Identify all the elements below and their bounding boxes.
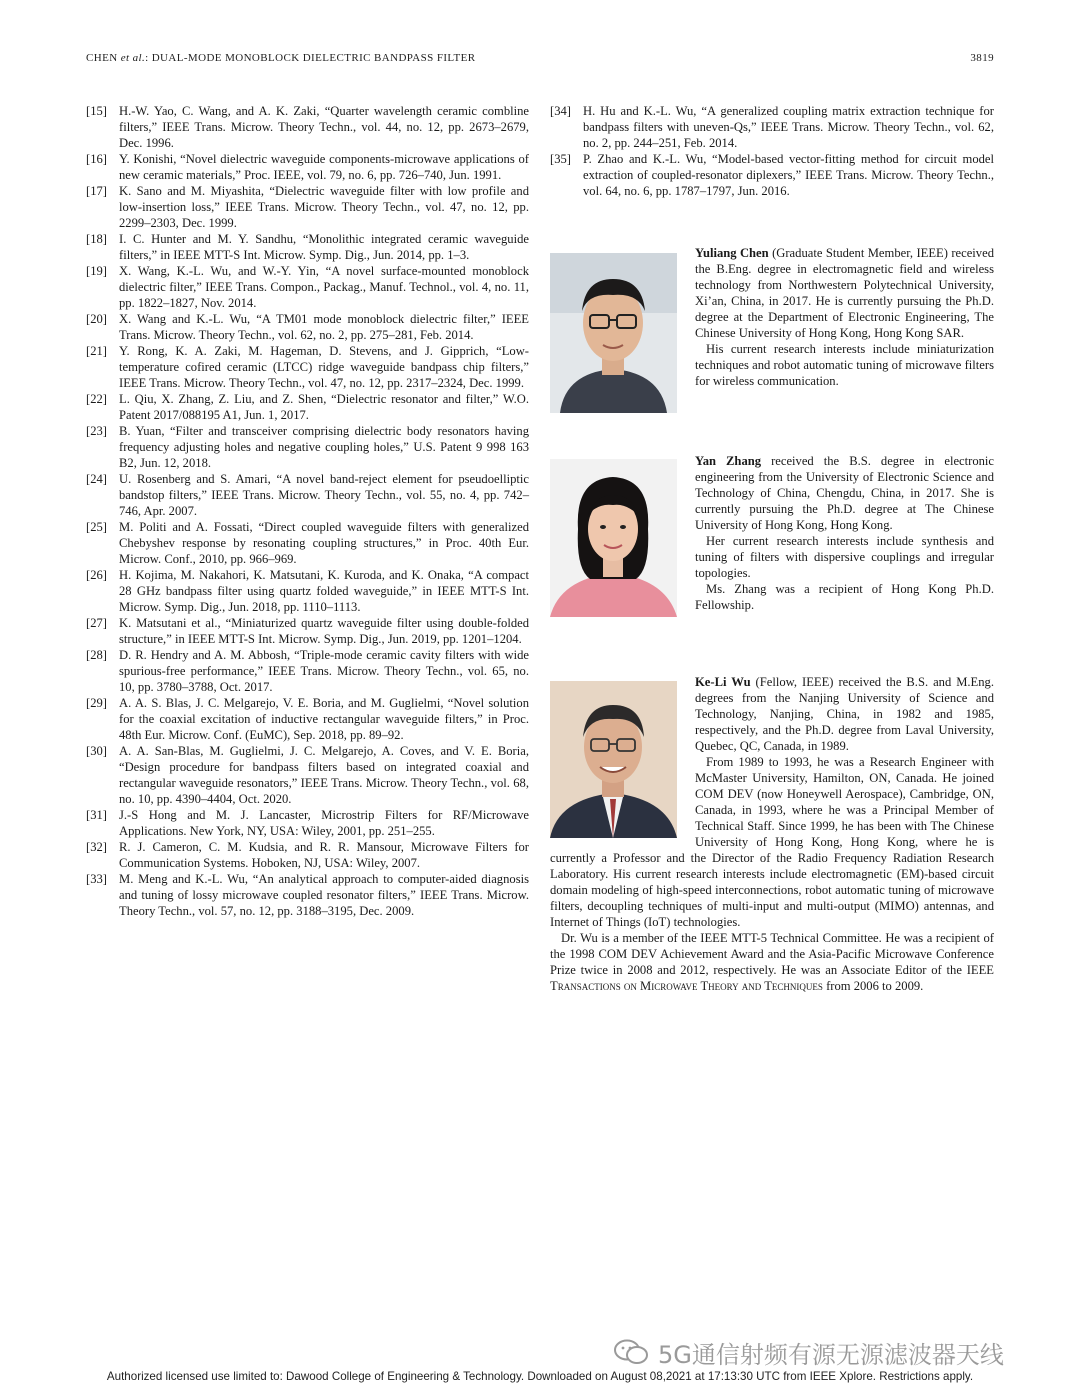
reference-item: [34] H. Hu and K.-L. Wu, “A generalized coupling matrix extraction technique for bandpass filters with uneven-Qs,” IEEE Trans. Microw. Theory Techn., vol. 62, no. 2, pp. 244–251, Feb. 2014. <box>550 104 994 150</box>
author-bio-chen: Yuliang Chen (Graduate Student Member, IEEE) received the B.Eng. degree in electromagnetic field and wireless technology from Northwestern Polytechnical University, Xi’an, China, in 2017. He is currently pursuing the Ph.D. degree at the Department of Electronic Engineering, The Chinese University of Hong Kong, Hong Kong SAR. His current research interests include miniaturization techniques and robot automatic tuning of microwave filters for wireless communication. <box>550 245 994 413</box>
references-column-left <box>86 103 529 919</box>
reference-item: [24] U. Rosenberg and S. Amari, “A novel band-reject element for pseudoelliptic bandstop filters,” IEEE Trans. Microw. Theory Techn., vol. 55, no. 4, pp. 742–746, Apr. 2007. <box>86 472 529 518</box>
reference-item: [21] Y. Rong, K. A. Zaki, M. Hageman, D. Stevens, and J. Gipprich, “Low-temperature cofired ceramic (LTCC) ridge waveguide bandpass chip filters,” IEEE Trans. Microw. Theory Techn., vol. 47, no. 12, pp. 2317–2324, Dec. 1999. <box>86 344 529 390</box>
portrait-wu-icon <box>550 681 677 838</box>
reference-item: [29] A. A. S. Blas, J. C. Melgarejo, V. E. Boria, and M. Guglielmi, “Novel solution for the coaxial excitation of inductive rectangular waveguide filters,” in Proc. 48th Eur. Microw. Conf. (EuMC), Sep. 2018, pp. 89–92. <box>86 696 529 742</box>
portrait-chen-icon <box>550 253 677 413</box>
author-photo-wu <box>550 681 677 838</box>
wechat-watermark: 5G通信射频有源无源滤波器天线 <box>614 1335 1054 1369</box>
reference-item: [17] K. Sano and M. Miyashita, “Dielectric waveguide filter with low profile and low-insertion loss,” IEEE Trans. Microw. Theory Techn., vol. 47, no. 12, pp. 2299–2303, Dec. 1999. <box>86 184 529 230</box>
license-footer: Authorized licensed use limited to: Dawood College of Engineering & Technology. Downloaded on August 08,2021 at 17:13:30 UTC from IEEE Xplore. Restrictions apply. <box>106 1370 974 1383</box>
reference-item: [22] L. Qiu, X. Zhang, Z. Liu, and Z. Shen, “Dielectric resonator and filter,” W.O. Patent 2017/088195 A1, Jun. 1, 2017. <box>86 392 529 422</box>
reference-item: [32] R. J. Cameron, C. M. Kudsia, and R. R. Mansour, Microwave Filters for Communication Systems. Hoboken, NJ, USA: Wiley, 2007. <box>86 840 529 870</box>
reference-item: [35] P. Zhao and K.-L. Wu, “Model-based vector-fitting method for circuit model extraction of coupled-resonator diplexers,” IEEE Trans. Microw. Theory Techn., vol. 64, no. 6, pp. 1787–1797, Jun. 2016. <box>550 152 994 198</box>
reference-item: [23] B. Yuan, “Filter and transceiver comprising dielectric body resonators having frequency adjusting holes and negative coupling holes,” U.S. Patent 9 998 163 B2, Jun. 12, 2018. <box>86 424 529 470</box>
reference-item: [27] K. Matsutani et al., “Miniaturized quartz waveguide filter using double-folded structure,” in IEEE MTT-S Int. Microw. Symp. Dig., Jun. 2019, pp. 1201–1204. <box>86 616 529 646</box>
author-bio-zhang: Yan Zhang received the B.S. degree in electronic engineering from the University of Electronic Science and Technology of China, Chengdu, China, in 2017. She is currently pursuing the Ph.D. degree at The Chinese University of Hong Kong, Hong Kong. Her current research interests include synthesis and tuning of filters with dispersive couplings and irregular topologies. Ms. Zhang was a recipient of Hong Kong Ph.D. Fellowship. <box>550 453 994 617</box>
author-photo-chen <box>550 253 677 413</box>
reference-item: [30] A. A. San-Blas, M. Guglielmi, J. C. Melgarejo, A. Coves, and V. E. Boria, “Design procedure for bandpass filters based on integrated coaxial and rectangular waveguide resonators,” IEEE Trans. Microw. Theory Techn., vol. 68, no. 10, pp. 4390–4404, Oct. 2020. <box>86 744 529 806</box>
reference-item: [18] I. C. Hunter and M. Y. Sandhu, “Monolithic integrated ceramic waveguide filters,” in IEEE MTT-S Int. Microw. Symp. Dig., Jun. 2014, pp. 1–3. <box>86 232 529 262</box>
reference-item: [15] H.-W. Yao, C. Wang, and A. K. Zaki, “Quarter wavelength ceramic combline filters,” IEEE Trans. Microw. Theory Techn., vol. 44, no. 12, pp. 2673–2679, Dec. 1996. <box>86 104 529 150</box>
reference-item: [33] M. Meng and K.-L. Wu, “An analytical approach to computer-aided diagnosis and tuning of lossy microwave coupled resonator filters,” IEEE Trans. Microw. Theory Techn., vol. 57, no. 12, pp. 3188–3195, Dec. 2009. <box>86 872 529 918</box>
reference-item: [31] J.-S Hong and M. J. Lancaster, Microstrip Filters for RF/Microwave Applications. New York, NY, USA: Wiley, 2001, pp. 251–255. <box>86 808 529 838</box>
reference-item: [26] H. Kojima, M. Nakahori, K. Matsutani, K. Kuroda, and K. Onaka, “A compact 28 GHz bandpass filter using quartz folded waveguide,” in IEEE MTT-S Int. Microw. Symp. Dig., Jun. 2018, pp. 1110–1113. <box>86 568 529 614</box>
wechat-icon <box>614 1339 648 1365</box>
reference-item: [28] D. R. Hendry and A. M. Abbosh, “Triple-mode ceramic cavity filters with wide spurious-free performance,” IEEE Trans. Microw. Theory Techn., vol. 65, no. 10, pp. 3780–3788, Oct. 2017. <box>86 648 529 694</box>
running-header <box>86 52 994 68</box>
page-number: 3819 <box>970 52 994 64</box>
portrait-zhang-icon <box>550 459 677 617</box>
author-bio-wu: Ke-Li Wu (Fellow, IEEE) received the B.S. and M.Eng. degrees from the Nanjing University of Science and Technology, Nanjing, China, in 1982 and 1985, respectively, and the Ph.D. degree from Laval University, Quebec, QC, Canada, in 1989. From 1989 to 1993, he was a Research Engineer with McMaster University, Hamilton, ON, Canada. He joined COM DEV (now Honeywell Aerospace), Cambridge, ON, Canada, in 1993, where he was a Principal Member of Technical Staff. Since 1999, he has been with The Chinese University of Hong Kong, Hong Kong, where he is currently a Professor and the Director of the Radio Frequency Radiation Research Laboratory. His current research interests include electromagnetic (EM)-based circuit domain modeling of high-speed interconnections, robot automatic tuning of microwave filters, decoupling techniques of multi-input and multi-output (MIMO) antennas, and Internet of Things (IoT) technologies. Dr. Wu is a member of the IEEE MTT-5 Technical Committee. He was a recipient of the 1998 COM DEV Achievement Award and the Asia-Pacific Microwave Conference Prize twice in 2008 and 2012, respectively. He was an Associate Editor of the IEEE Transactions on Microwave Theory and Techniques from 2006 to 2009. <box>550 675 994 993</box>
reference-item: [20] X. Wang and K.-L. Wu, “A TM01 mode monoblock dielectric filter,” IEEE Trans. Microw. Theory Techn., vol. 62, no. 2, pp. 275–281, Feb. 2014. <box>86 312 529 342</box>
reference-item: [16] Y. Konishi, “Novel dielectric waveguide components-microwave applications of new ceramic materials,” Proc. IEEE, vol. 79, no. 6, pp. 726–740, Jun. 1991. <box>86 152 529 182</box>
reference-item: [25] M. Politi and A. Fossati, “Direct coupled waveguide filters with generalized Chebyshev response by resonating coupling structures,” in Proc. 40th Eur. Microw. Conf., 2010, pp. 966–969. <box>86 520 529 566</box>
reference-item: [19] X. Wang, K.-L. Wu, and W.-Y. Yin, “A novel surface-mounted monoblock dielectric filter,” IEEE Trans. Compon., Packag., Manuf. Technol., vol. 4, no. 11, pp. 1822–1827, Nov. 2014. <box>86 264 529 310</box>
author-photo-zhang <box>550 459 677 617</box>
running-title: CHEN et al.: DUAL-MODE MONOBLOCK DIELECTRIC BANDPASS FILTER <box>86 52 476 64</box>
right-column <box>550 103 994 993</box>
